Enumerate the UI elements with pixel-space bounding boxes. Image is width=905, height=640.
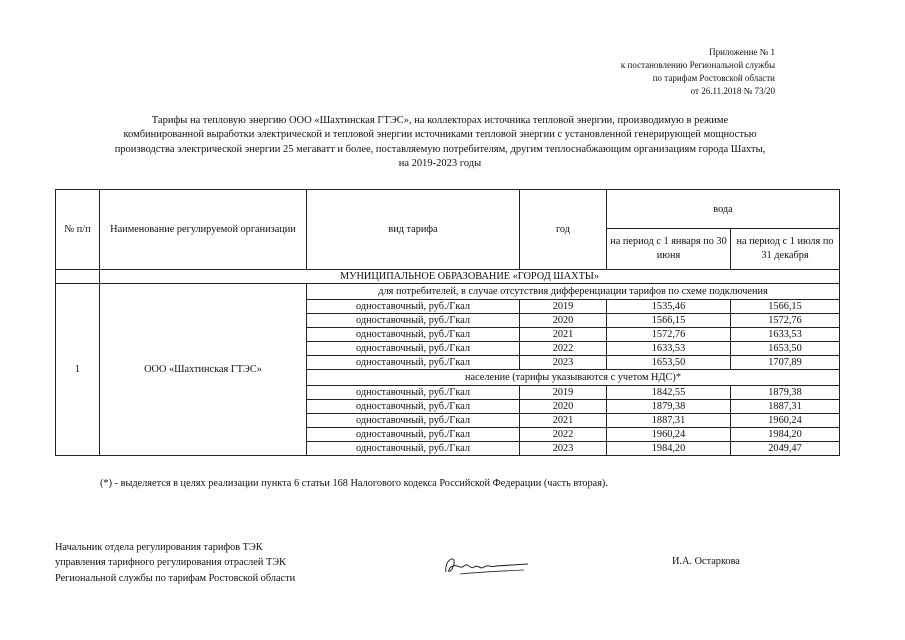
second-half-value-cell: 2049,47 — [731, 442, 840, 456]
signer-title — [55, 540, 295, 586]
group-caption: для потребителей, в случае отсутствия дифференциации тарифов по схеме подключения — [307, 284, 840, 300]
first-half-value-cell: 1887,31 — [607, 414, 731, 428]
appendix-block — [475, 46, 775, 98]
second-half-value-cell: 1633,53 — [731, 328, 840, 342]
year-cell: 2021 — [520, 414, 607, 428]
first-half-value-cell: 1842,55 — [607, 386, 731, 400]
footnote: (*) - выделяется в целях реализации пункта 6 статьи 168 Налогового кодекса Российской Федерации (часть вторая). — [100, 478, 608, 489]
tariff-type-cell: одноставочный, руб./Гкал — [307, 314, 520, 328]
document-title — [55, 114, 825, 172]
first-half-value-cell: 1535,46 — [607, 300, 731, 314]
municipality-row — [56, 270, 840, 284]
header-tariff-type: вид тарифа — [307, 190, 520, 270]
year-cell: 2023 — [520, 356, 607, 370]
title-line: на 2019-2023 годы — [398, 158, 482, 170]
tariff-table-body — [56, 190, 840, 456]
group-caption: население (тарифы указываются с учетом НДС)* — [307, 370, 840, 386]
header-period-first-half: на период с 1 января по 30 июня — [607, 229, 731, 270]
tariff-type-cell: одноставочный, руб./Гкал — [307, 328, 520, 342]
appendix-line: Приложение № 1 — [709, 47, 775, 57]
signer-title-line: Региональной службы по тарифам Ростовской области — [55, 572, 296, 584]
second-half-value-cell: 1879,38 — [731, 386, 840, 400]
second-half-value-cell: 1653,50 — [731, 342, 840, 356]
second-half-value-cell: 1572,76 — [731, 314, 840, 328]
title-line: производства электрической энергии 25 мегаватт и более, поставляемую потребителям, другим теплоснабжающим организациям города Шахты, — [114, 143, 766, 155]
year-cell: 2022 — [520, 342, 607, 356]
first-half-value-cell: 1984,20 — [607, 442, 731, 456]
tariff-table — [55, 189, 840, 456]
year-cell: 2022 — [520, 428, 607, 442]
first-half-value-cell: 1633,53 — [607, 342, 731, 356]
second-half-value-cell: 1566,15 — [731, 300, 840, 314]
municipality-blank-cell — [56, 270, 100, 284]
year-cell: 2023 — [520, 442, 607, 456]
tariff-type-cell: одноставочный, руб./Гкал — [307, 386, 520, 400]
group-caption-row — [56, 284, 840, 300]
signer-title-line: управления тарифного регулирования отраслей ТЭК — [55, 557, 286, 569]
signer-name: И.А. Остаркова — [672, 556, 740, 567]
year-cell: 2021 — [520, 328, 607, 342]
year-cell: 2020 — [520, 314, 607, 328]
second-half-value-cell: 1984,20 — [731, 428, 840, 442]
appendix-line: по тарифам Ростовской области — [652, 73, 775, 83]
tariff-type-cell: одноставочный, руб./Гкал — [307, 356, 520, 370]
year-cell: 2019 — [520, 386, 607, 400]
signer-title-line: Начальник отдела регулирования тарифов ТЭК — [55, 542, 263, 553]
tariff-type-cell: одноставочный, руб./Гкал — [307, 414, 520, 428]
header-row — [56, 190, 840, 229]
header-water: вода — [607, 190, 840, 229]
year-cell: 2020 — [520, 400, 607, 414]
appendix-line: к постановлению Региональной службы — [620, 60, 775, 70]
tariff-type-cell: одноставочный, руб./Гкал — [307, 300, 520, 314]
handwritten-signature — [440, 552, 530, 578]
first-half-value-cell: 1566,15 — [607, 314, 731, 328]
year-cell: 2019 — [520, 300, 607, 314]
first-half-value-cell: 1653,50 — [607, 356, 731, 370]
tariff-type-cell: одноставочный, руб./Гкал — [307, 342, 520, 356]
second-half-value-cell: 1707,89 — [731, 356, 840, 370]
header-period-second-half: на период с 1 июля по 31 декабря — [731, 229, 840, 270]
tariff-type-cell: одноставочный, руб./Гкал — [307, 400, 520, 414]
first-half-value-cell: 1572,76 — [607, 328, 731, 342]
organization-cell: ООО «Шахтинская ГТЭС» — [100, 284, 307, 456]
tariff-type-cell: одноставочный, руб./Гкал — [307, 442, 520, 456]
first-half-value-cell: 1960,24 — [607, 428, 731, 442]
second-half-value-cell: 1887,31 — [731, 400, 840, 414]
header-organization: Наименование регулируемой организации — [100, 190, 307, 270]
header-number: № п/п — [56, 190, 100, 270]
header-year: год — [520, 190, 607, 270]
tariff-type-cell: одноставочный, руб./Гкал — [307, 428, 520, 442]
row-number-cell: 1 — [56, 284, 100, 456]
first-half-value-cell: 1879,38 — [607, 400, 731, 414]
appendix-line: от 26.11.2018 № 73/20 — [690, 86, 775, 96]
municipality-label: МУНИЦИПАЛЬНОЕ ОБРАЗОВАНИЕ «ГОРОД ШАХТЫ» — [100, 270, 840, 284]
title-line: Тарифы на тепловую энергию ООО «Шахтинская ГТЭС», на коллекторах источника тепловой энергии, производимую в режиме — [151, 115, 729, 126]
second-half-value-cell: 1960,24 — [731, 414, 840, 428]
title-line: комбинированной выработки электрической и тепловой энергии источниками тепловой энергии с установленной генерирующей мощностью — [123, 129, 757, 141]
